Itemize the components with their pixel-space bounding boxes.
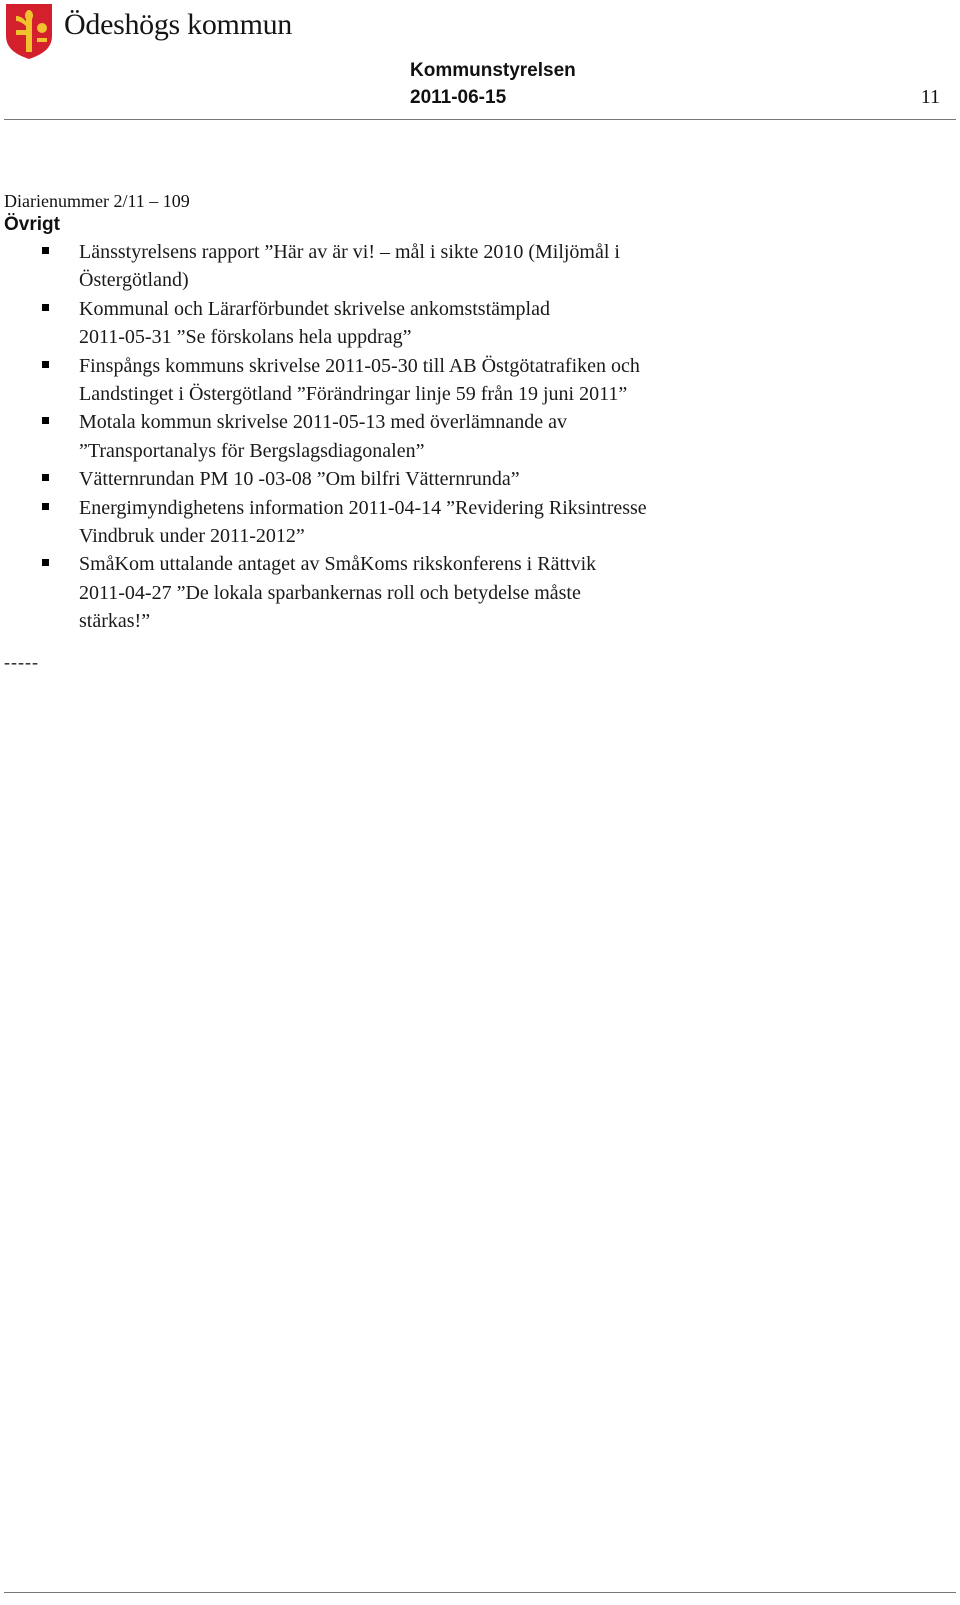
list-item <box>0 550 800 635</box>
bullet-icon <box>42 417 49 424</box>
item-line: Finspångs kommuns skrivelse 2011-05-30 till AB Östgötatrafiken och <box>79 354 640 377</box>
item-line: Vätternrundan PM 10 -03-08 ”Om bilfri Vätternrunda” <box>79 468 520 491</box>
bullet-icon <box>42 247 49 254</box>
footer-divider <box>4 1592 956 1593</box>
list-item <box>0 494 800 551</box>
bullet-icon <box>42 559 49 566</box>
municipality-coat-of-arms-icon <box>4 2 54 60</box>
municipality-name: Ödeshögs kommun <box>64 8 293 41</box>
item-line: ”Transportanalys för Bergslagsdiagonalen” <box>79 439 425 462</box>
item-line: stärkas!” <box>79 610 151 633</box>
section-title: Övrigt <box>4 214 60 235</box>
item-line: SmåKom uttalande antaget av SmåKoms rikskonferens i Rättvik <box>79 553 597 576</box>
bullet-icon <box>42 474 49 481</box>
item-line: Motala kommun skrivelse 2011-05-13 med överlämnande av <box>79 411 568 434</box>
item-line: Östergötland) <box>79 269 189 292</box>
item-line: 2011-04-27 ”De lokala sparbankernas roll och betydelse måste <box>79 581 581 604</box>
item-list <box>0 238 800 636</box>
item-line: Vindbruk under 2011-2012” <box>79 525 305 548</box>
item-line: Länsstyrelsens rapport ”Här av är vi! – mål i sikte 2010 (Miljömål i <box>79 241 620 263</box>
document-title: Kommunstyrelsen <box>410 60 576 81</box>
list-item <box>0 408 800 465</box>
list-item <box>0 295 800 352</box>
item-line: 2011-05-31 ”Se förskolans hela uppdrag” <box>79 326 412 349</box>
end-marker: ----- <box>4 652 39 672</box>
item-line: Landstinget i Östergötland ”Förändringar linje 59 från 19 juni 2011” <box>79 383 628 406</box>
list-item <box>0 238 800 295</box>
bullet-icon <box>42 361 49 368</box>
document-date: 2011-06-15 <box>410 87 507 108</box>
diarienummer: Diarienummer 2/11 – 109 <box>4 191 190 211</box>
page-number: 11 <box>920 86 940 108</box>
list-item <box>0 352 800 409</box>
item-line: Kommunal och Lärarförbundet skrivelse ankomststämplad <box>79 297 550 320</box>
list-item <box>0 465 800 493</box>
bullet-icon <box>42 304 49 311</box>
item-line: Energimyndighetens information 2011-04-14 ”Revidering Riksintresse <box>79 496 647 519</box>
header-divider <box>4 119 956 120</box>
bullet-icon <box>42 503 49 510</box>
